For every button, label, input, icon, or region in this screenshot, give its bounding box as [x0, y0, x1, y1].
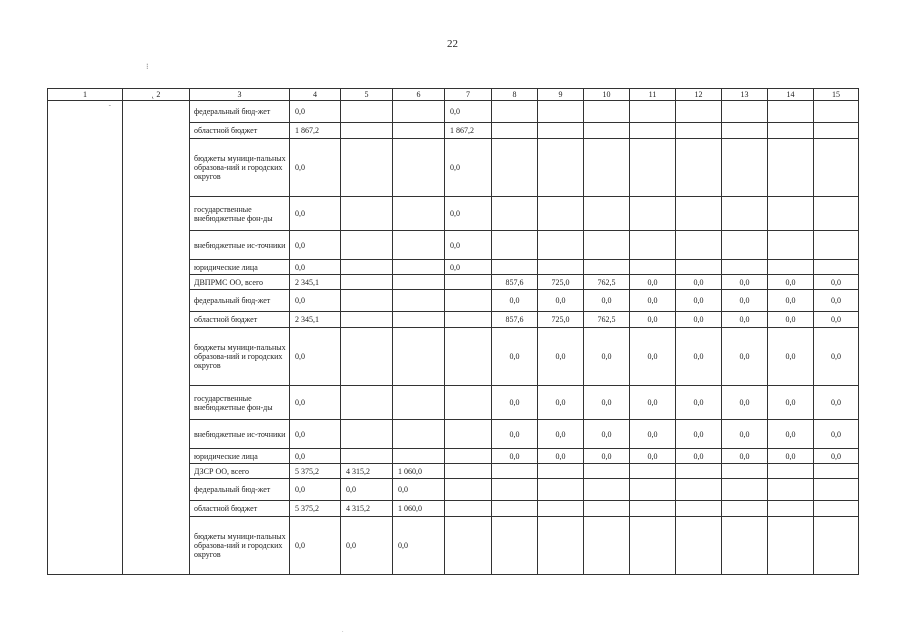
column-header: 3	[190, 89, 290, 101]
value-cell	[341, 328, 393, 386]
value-cell	[676, 260, 722, 275]
value-cell	[768, 231, 814, 260]
value-cell: 0,0	[290, 139, 341, 197]
row-label: юридические лица	[190, 449, 290, 464]
value-cell	[538, 231, 584, 260]
value-cell	[630, 139, 676, 197]
value-cell	[814, 139, 859, 197]
column-1-mark: -	[108, 101, 111, 109]
value-cell	[768, 139, 814, 197]
value-cell	[341, 290, 393, 312]
value-cell	[814, 123, 859, 139]
row-label: федеральный бюд-жет	[190, 290, 290, 312]
value-cell	[722, 139, 768, 197]
value-cell	[630, 464, 676, 479]
value-cell: 0,0	[290, 197, 341, 231]
value-cell	[584, 501, 630, 517]
value-cell	[676, 479, 722, 501]
value-cell	[630, 231, 676, 260]
value-cell	[584, 123, 630, 139]
value-cell	[393, 197, 445, 231]
column-1-cell	[48, 101, 123, 575]
value-cell	[445, 328, 492, 386]
value-cell: 0,0	[630, 312, 676, 328]
column-header: 14	[768, 89, 814, 101]
value-cell	[722, 197, 768, 231]
value-cell	[630, 123, 676, 139]
value-cell	[492, 139, 538, 197]
value-cell: 0,0	[768, 312, 814, 328]
value-cell: 0,0	[722, 420, 768, 449]
value-cell: 0,0	[630, 275, 676, 290]
value-cell	[341, 139, 393, 197]
value-cell	[538, 260, 584, 275]
row-label: областной бюджет	[190, 312, 290, 328]
value-cell: 0,0	[768, 290, 814, 312]
value-cell: 725,0	[538, 275, 584, 290]
value-cell	[676, 517, 722, 575]
value-cell	[814, 231, 859, 260]
value-cell	[341, 123, 393, 139]
row-label: внебюджетные ис-точники	[190, 420, 290, 449]
value-cell: 0,0	[814, 275, 859, 290]
value-cell	[630, 479, 676, 501]
value-cell	[584, 101, 630, 123]
budget-table	[47, 88, 859, 575]
value-cell: 0,0	[492, 328, 538, 386]
value-cell	[584, 231, 630, 260]
value-cell	[538, 101, 584, 123]
value-cell: 0,0	[393, 517, 445, 575]
value-cell: 5 375,2	[290, 501, 341, 517]
value-cell: 0,0	[814, 290, 859, 312]
value-cell	[393, 123, 445, 139]
value-cell: 0,0	[290, 231, 341, 260]
value-cell	[492, 517, 538, 575]
value-cell	[492, 464, 538, 479]
stray-mark: ⁝	[146, 62, 149, 71]
value-cell: 0,0	[676, 328, 722, 386]
value-cell	[393, 231, 445, 260]
value-cell	[584, 197, 630, 231]
value-cell	[722, 101, 768, 123]
value-cell: 0,0	[290, 260, 341, 275]
value-cell: 0,0	[584, 449, 630, 464]
column-header: 10	[584, 89, 630, 101]
value-cell	[341, 101, 393, 123]
value-cell: 0,0	[768, 449, 814, 464]
value-cell: 0,0	[630, 449, 676, 464]
row-label: ДЗСР ОО, всего	[190, 464, 290, 479]
value-cell	[445, 312, 492, 328]
value-cell	[492, 501, 538, 517]
value-cell	[445, 275, 492, 290]
value-cell	[676, 197, 722, 231]
value-cell: 0,0	[630, 290, 676, 312]
value-cell: 0,0	[290, 101, 341, 123]
value-cell	[393, 420, 445, 449]
value-cell	[341, 197, 393, 231]
row-label: бюджеты муници-пальных образова-ний и городских округов	[190, 517, 290, 575]
value-cell: 0,0	[445, 197, 492, 231]
value-cell: 725,0	[538, 312, 584, 328]
value-cell	[538, 501, 584, 517]
value-cell	[584, 517, 630, 575]
value-cell: 0,0	[676, 290, 722, 312]
value-cell	[768, 101, 814, 123]
value-cell	[445, 464, 492, 479]
value-cell: 0,0	[290, 290, 341, 312]
value-cell	[814, 501, 859, 517]
value-cell: 1 060,0	[393, 464, 445, 479]
value-cell: 0,0	[445, 260, 492, 275]
value-cell: 5 375,2	[290, 464, 341, 479]
value-cell: 0,0	[630, 386, 676, 420]
column-header: 15	[814, 89, 859, 101]
value-cell	[676, 501, 722, 517]
value-cell: 762,5	[584, 312, 630, 328]
value-cell	[538, 517, 584, 575]
value-cell: 0,0	[445, 101, 492, 123]
value-cell: 0,0	[290, 386, 341, 420]
value-cell	[676, 123, 722, 139]
bottom-mark: .	[342, 628, 344, 634]
value-cell: 1 867,2	[290, 123, 341, 139]
row-label: областной бюджет	[190, 123, 290, 139]
column-header: 5	[341, 89, 393, 101]
column-header: 7	[445, 89, 492, 101]
value-cell: 0,0	[290, 328, 341, 386]
value-cell: 0,0	[768, 420, 814, 449]
value-cell	[584, 464, 630, 479]
page-number: 22	[447, 38, 458, 50]
value-cell: 0,0	[722, 328, 768, 386]
value-cell: 0,0	[492, 420, 538, 449]
value-cell: 1 867,2	[445, 123, 492, 139]
value-cell: 0,0	[768, 275, 814, 290]
value-cell	[341, 275, 393, 290]
value-cell: 0,0	[814, 328, 859, 386]
header-row	[48, 89, 859, 101]
value-cell	[722, 464, 768, 479]
value-cell	[722, 123, 768, 139]
value-cell: 0,0	[814, 420, 859, 449]
value-cell	[393, 449, 445, 464]
row-label: федеральный бюд-жет	[190, 479, 290, 501]
value-cell: 0,0	[290, 449, 341, 464]
value-cell	[445, 386, 492, 420]
value-cell: 0,0	[676, 386, 722, 420]
value-cell	[538, 479, 584, 501]
value-cell: 0,0	[676, 420, 722, 449]
column-header: 13	[722, 89, 768, 101]
value-cell	[768, 123, 814, 139]
value-cell: 857,6	[492, 275, 538, 290]
value-cell	[445, 290, 492, 312]
value-cell	[538, 123, 584, 139]
value-cell	[341, 386, 393, 420]
value-cell	[393, 260, 445, 275]
value-cell: 0,0	[492, 290, 538, 312]
value-cell: 0,0	[538, 290, 584, 312]
value-cell	[445, 479, 492, 501]
column-header: 4	[290, 89, 341, 101]
value-cell	[814, 517, 859, 575]
value-cell: 0,0	[676, 449, 722, 464]
value-cell: 0,0	[445, 139, 492, 197]
value-cell	[445, 449, 492, 464]
value-cell	[768, 479, 814, 501]
value-cell	[722, 260, 768, 275]
value-cell: 857,6	[492, 312, 538, 328]
value-cell: 0,0	[290, 479, 341, 501]
value-cell: 0,0	[722, 386, 768, 420]
row-label: федеральный бюд-жет	[190, 101, 290, 123]
value-cell	[393, 328, 445, 386]
value-cell	[393, 312, 445, 328]
table-row	[48, 101, 859, 123]
column-header: 8	[492, 89, 538, 101]
value-cell	[492, 260, 538, 275]
column-header: 11	[630, 89, 676, 101]
value-cell	[814, 260, 859, 275]
value-cell	[538, 197, 584, 231]
value-cell: 0,0	[676, 312, 722, 328]
value-cell	[722, 231, 768, 260]
value-cell	[814, 464, 859, 479]
value-cell	[768, 260, 814, 275]
value-cell	[722, 479, 768, 501]
value-cell: 0,0	[341, 517, 393, 575]
value-cell: 0,0	[722, 449, 768, 464]
value-cell	[492, 479, 538, 501]
value-cell: 0,0	[768, 386, 814, 420]
value-cell	[538, 464, 584, 479]
value-cell	[393, 101, 445, 123]
value-cell: 0,0	[538, 449, 584, 464]
value-cell	[393, 386, 445, 420]
value-cell	[676, 101, 722, 123]
value-cell: 0,0	[722, 312, 768, 328]
value-cell: 0,0	[676, 275, 722, 290]
value-cell	[722, 501, 768, 517]
row-label: государственные внебюджетные фон-ды	[190, 197, 290, 231]
value-cell	[492, 231, 538, 260]
value-cell: 0,0	[445, 231, 492, 260]
value-cell: 2 345,1	[290, 312, 341, 328]
value-cell: 0,0	[584, 290, 630, 312]
value-cell	[492, 123, 538, 139]
row-label: бюджеты муници-пальных образова-ний и городских округов	[190, 139, 290, 197]
value-cell: 1 060,0	[393, 501, 445, 517]
value-cell: 0,0	[630, 328, 676, 386]
value-cell: 0,0	[722, 290, 768, 312]
row-label: ДВПРМС ОО, всего	[190, 275, 290, 290]
value-cell: 2 345,1	[290, 275, 341, 290]
value-cell	[341, 449, 393, 464]
value-cell	[722, 517, 768, 575]
value-cell	[492, 197, 538, 231]
value-cell	[630, 197, 676, 231]
value-cell: 0,0	[538, 328, 584, 386]
column-header: 1	[48, 89, 123, 101]
value-cell: 0,0	[393, 479, 445, 501]
value-cell	[584, 139, 630, 197]
value-cell: 0,0	[584, 328, 630, 386]
value-cell	[676, 464, 722, 479]
value-cell	[630, 101, 676, 123]
column-header: 9	[538, 89, 584, 101]
value-cell: 0,0	[538, 386, 584, 420]
value-cell: 0,0	[290, 517, 341, 575]
value-cell	[584, 260, 630, 275]
value-cell	[393, 275, 445, 290]
value-cell: 4 315,2	[341, 501, 393, 517]
value-cell: 0,0	[584, 420, 630, 449]
column-2-cell	[123, 101, 190, 575]
column-header: 12	[676, 89, 722, 101]
value-cell	[341, 312, 393, 328]
value-cell	[814, 479, 859, 501]
value-cell	[445, 501, 492, 517]
value-cell	[538, 139, 584, 197]
value-cell	[584, 479, 630, 501]
value-cell	[676, 139, 722, 197]
value-cell	[630, 501, 676, 517]
value-cell: 0,0	[768, 328, 814, 386]
value-cell	[393, 139, 445, 197]
row-label: бюджеты муници-пальных образова-ний и городских округов	[190, 328, 290, 386]
value-cell	[445, 420, 492, 449]
value-cell	[341, 260, 393, 275]
row-label: внебюджетные ис-точники	[190, 231, 290, 260]
value-cell	[814, 197, 859, 231]
column-header: ˛ 2	[123, 89, 190, 101]
value-cell: 0,0	[492, 449, 538, 464]
value-cell	[445, 517, 492, 575]
value-cell: 0,0	[492, 386, 538, 420]
value-cell: 0,0	[630, 420, 676, 449]
value-cell	[814, 101, 859, 123]
row-label: областной бюджет	[190, 501, 290, 517]
value-cell	[630, 260, 676, 275]
value-cell	[393, 290, 445, 312]
value-cell: 4 315,2	[341, 464, 393, 479]
value-cell	[768, 501, 814, 517]
value-cell	[768, 197, 814, 231]
value-cell	[492, 101, 538, 123]
value-cell	[341, 231, 393, 260]
row-label: государственные внебюджетные фон-ды	[190, 386, 290, 420]
value-cell	[768, 464, 814, 479]
value-cell: 0,0	[814, 312, 859, 328]
value-cell: 0,0	[584, 386, 630, 420]
value-cell: 0,0	[538, 420, 584, 449]
column-header: 6	[393, 89, 445, 101]
value-cell: 0,0	[341, 479, 393, 501]
value-cell	[676, 231, 722, 260]
value-cell: 0,0	[290, 420, 341, 449]
value-cell	[768, 517, 814, 575]
value-cell	[630, 517, 676, 575]
value-cell	[341, 420, 393, 449]
value-cell: 762,5	[584, 275, 630, 290]
value-cell: 0,0	[814, 449, 859, 464]
value-cell: 0,0	[722, 275, 768, 290]
value-cell: 0,0	[814, 386, 859, 420]
row-label: юридические лица	[190, 260, 290, 275]
